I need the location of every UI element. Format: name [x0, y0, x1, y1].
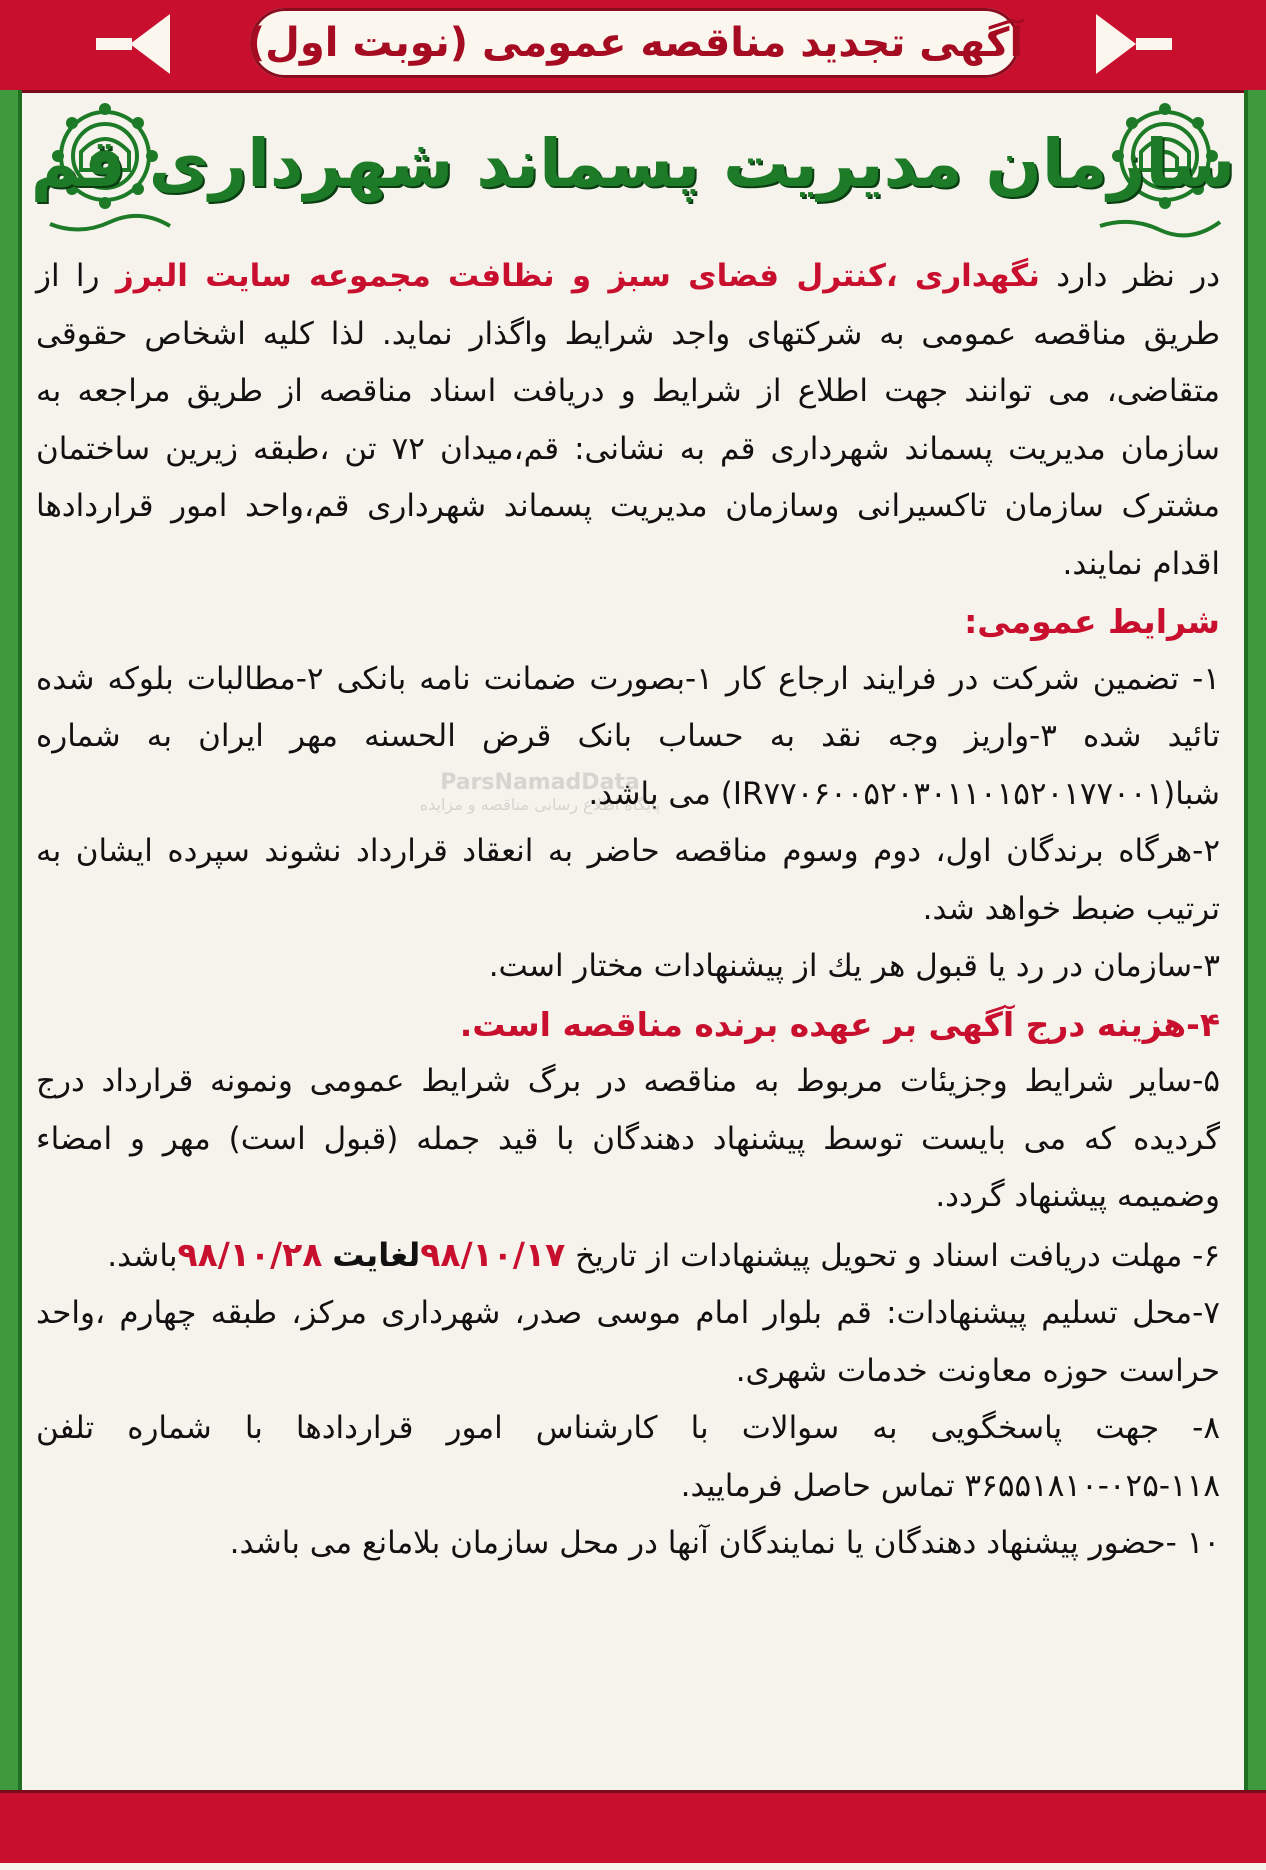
condition-item-2: ۲-هرگاه برندگان اول، دوم وسوم مناقصه حاضر به انعقاد قرارداد نشوند سپرده ایشان به ترتیب ضبط خواهد شد.: [36, 833, 1220, 927]
condition-item-5: ۵-سایر شرایط وجزیئات مربوط به مناقصه در برگ شرایط عمومی ونمونه قرارداد درج گردیده که می بایست توسط پیشنهاد دهندگان با قید جمله (قبول است) مهر و امضاء وضمیمه پیشنهاد گردد.: [36, 1063, 1220, 1214]
item6-until: لغایت: [332, 1235, 421, 1274]
condition-item-8: ۸- جهت پاسخگویی به سوالات با کارشناس امور قراردادها با شماره تلفن ۱۱۸-۰۲۵-۳۶۵۵۱۸۱۰ تماس حاصل فرمایید.: [36, 1410, 1220, 1504]
item6-prefix: ۶- مهلت دریافت اسناد و تحویل پیشنهادات از تاریخ: [565, 1237, 1220, 1274]
top-banner: [0, 0, 1266, 93]
notice-body: [36, 248, 1220, 1778]
banner-title: آگهی تجدید مناقصه عمومی (نوبت اول): [246, 20, 1024, 66]
condition-item-3: ۳-سازمان در رد یا قبول هر یك از پیشنهادات مختار است.: [488, 948, 1220, 984]
condition-item-7: ۷-محل تسلیم پیشنهادات: قم بلوار امام موسی صدر، شهرداری مرکز، طبقه چهارم ،واحد حراست حوزه معاونت خدمات شهری.: [36, 1295, 1220, 1389]
condition-item-1: ۱- تضمین شرکت در فرایند ارجاع کار ۱-بصورت ضمانت نامه بانکی ۲-مطالبات بلوکه شده تائید شده ۳-واریز وجه نقد به حساب بانک قرض الحسنه مهر ایران به شماره شبا(IR۷۷۰۶۰۰۵۲۰۳۰۱۱۰۱۵۲۰۱۷۷۰۰۱) می باشد.: [36, 660, 1220, 812]
item6-date-to: ۹۸/۱۰/۲۸: [177, 1234, 323, 1274]
condition-item-4: ۴-هزینه درج آگهی بر عهده برنده مناقصه است.: [459, 1004, 1220, 1044]
condition-item-6: [36, 1226, 1220, 1286]
left-green-frame: [0, 90, 22, 1790]
item6-date-from: ۹۸/۱۰/۱۷: [420, 1234, 566, 1274]
intro-highlight: نگهداری ،کنترل فضای سبز و نظافت مجموعه سایت البرز: [115, 258, 1040, 294]
watermark-brand: ParsNamadData: [440, 770, 640, 795]
arrow-left-stem: [96, 38, 132, 50]
intro-paragraph: [36, 248, 1220, 593]
right-green-frame: [1244, 90, 1266, 1790]
condition-item-10: ۱۰ -حضور پیشنهاد دهندگان یا نمایندگان آنها در محل سازمان بلامانع می باشد.: [229, 1525, 1220, 1561]
intro-part1: در نظر دارد: [1039, 258, 1221, 294]
intro-part2: را از طریق مناقصه عمومی به شرکتهای واجد شرایط واگذار نماید. لذا کلیه اشخاص حقوقی متقاضی، می توانند جهت اطلاع از شرایط و دریافت اسناد مناقصه از طریق مراجعه به سازمان مدیریت پسماند شهرداری قم به نشانی: قم،میدان ۷۲ تن ،طبقه زیرین ساختمان مشترک سازمان تاکسیرانی وسازمان مدیریت پسماند شهرداری قم،واحد امور قراردادها اقدام نمایند.: [36, 258, 1220, 582]
item6-suffix: باشد.: [107, 1237, 178, 1274]
watermark-subtitle: پایگاه اطلاع رسانی مناقصه و مزایده: [419, 795, 661, 814]
banner-title-box: [246, 8, 1024, 78]
arrow-right-icon: [1096, 14, 1136, 74]
bottom-banner: [0, 1790, 1266, 1863]
organization-name: سازمان مدیریت پسماند شهرداری قم: [30, 124, 1236, 202]
general-conditions-title: شرایط عمومی:: [964, 602, 1220, 641]
arrow-left-icon: [130, 14, 170, 74]
organization-title: [30, 108, 1236, 218]
arrow-right-stem: [1136, 38, 1172, 50]
